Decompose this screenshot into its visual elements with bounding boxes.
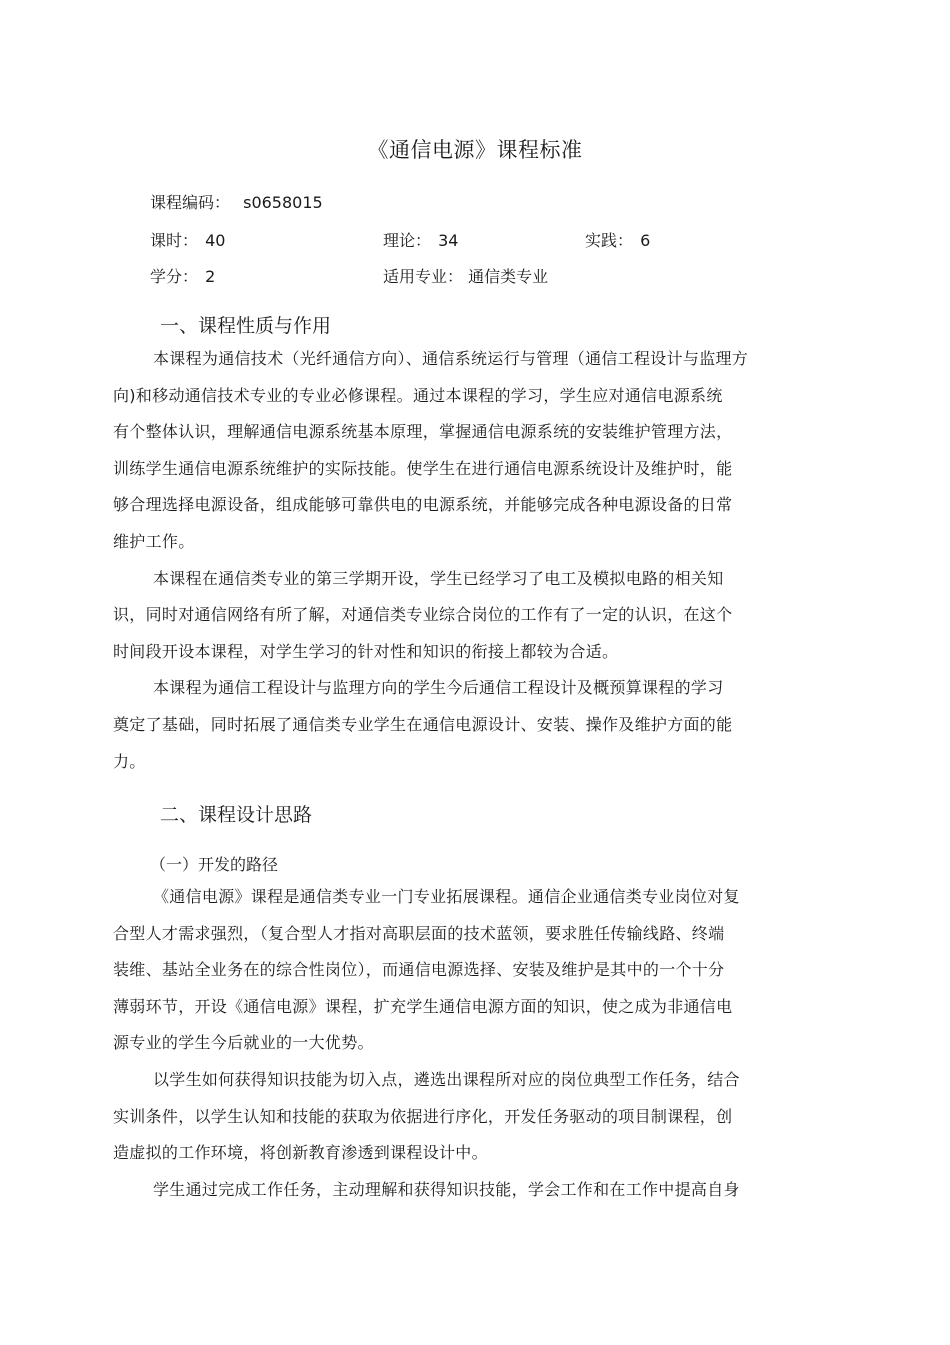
paragraph-line: 合型人才需求强烈，（复合型人才指对高职层面的技术蓝领，要求胜任传输线路、终端: [113, 923, 725, 943]
paragraph-line: 薄弱环节，开设《通信电源》课程，扩充学生通信电源方面的知识，使之成为非通信电: [113, 996, 733, 1016]
paragraph-line: 《通信电源》课程是通信类专业一门专业拓展课程。通信企业通信类专业岗位对复: [153, 887, 740, 906]
paragraph-line: 力。: [113, 751, 146, 771]
paragraph-line: 奠定了基础，同时拓展了通信类专业学生在通信电源设计、安装、操作及维护方面的能: [113, 714, 733, 734]
course-code-value: s0658015: [243, 193, 323, 212]
paragraph-line: 实训条件，以学生认知和技能的获取为依据进行序化，开发任务驱动的项目制课程，创: [113, 1106, 733, 1126]
course-hours-label: 课时：: [150, 231, 199, 250]
theory-hours: [383, 228, 458, 251]
document-title: 《通信电源》课程标准: [367, 138, 583, 162]
paragraph-line: 本课程在通信类专业的第三学期开设，学生已经学习了电工及模拟电路的相关知: [153, 568, 724, 588]
paragraph-line: 够合理选择电源设备，组成能够可靠供电的电源系统，并能够完成各种电源设备的日常: [113, 495, 733, 515]
paragraph-line: 有个整体认识，理解通信电源系统基本原理，掌握通信电源系统的安装维护管理方法，: [113, 422, 733, 442]
course-credit: [150, 264, 215, 287]
paragraph-line: 造虚拟的工作环境，将创新教育渗透到课程设计中。: [113, 1143, 488, 1163]
section-heading-design: 二、课程设计思路: [160, 804, 313, 826]
course-code-label: 课程编码：: [150, 193, 231, 212]
practice-hours-label: 实践：: [585, 231, 634, 250]
theory-hours-value: 34: [438, 231, 459, 250]
paragraph-line: 向)和移动通信技术专业的专业必修课程。通过本课程的学习，学生应对通信电源系统: [113, 385, 723, 405]
paragraph-line: 学生通过完成工作任务，主动理解和获得知识技能，学会工作和在工作中提高自身: [153, 1179, 740, 1199]
paragraph-line: 以学生如何获得知识技能为切入点，遴选出课程所对应的岗位典型工作任务，结合: [153, 1069, 740, 1089]
paragraph-line: 源专业的学生今后就业的一大优势。: [113, 1033, 374, 1053]
applicable-major: [383, 264, 548, 287]
course-credit-label: 学分：: [150, 267, 199, 286]
theory-hours-label: 理论：: [383, 231, 432, 250]
paragraph-line: 训练学生通信电源系统维护的实际技能。使学生在进行通信电源系统设计及维护时，能: [113, 458, 733, 478]
subsection-heading-path: （一）开发的路径: [150, 855, 279, 874]
section-heading-nature: 一、课程性质与作用: [160, 315, 332, 337]
course-code: [150, 190, 323, 213]
course-hours-value: 40: [205, 231, 226, 250]
paragraph-line: 本课程为通信工程设计与监理方向的学生今后通信工程设计及概预算课程的学习: [153, 678, 724, 698]
course-credit-value: 2: [205, 267, 216, 286]
paragraph: [113, 879, 853, 1208]
practice-hours: [585, 228, 650, 251]
paragraph: [113, 341, 853, 780]
paragraph-line: 识，同时对通信网络有所了解，对通信类专业综合岗位的工作有了一定的认识，在这个: [113, 605, 733, 625]
paragraph-line: 维护工作。: [113, 531, 195, 551]
applicable-major-label: 适用专业：: [383, 267, 464, 286]
paragraph-line: 时间段开设本课程，对学生学习的针对性和知识的衔接上都较为合适。: [113, 641, 619, 661]
course-hours: [150, 228, 225, 251]
applicable-major-value: 通信类专业: [468, 267, 549, 286]
paragraph-line: 装维、基站全业务在的综合性岗位），而通信电源选择、安装及维护是其中的一个十分: [113, 960, 725, 980]
practice-hours-value: 6: [640, 231, 651, 250]
paragraph-line: 本课程为通信技术（光纤通信方向）、通信系统运行与管理（通信工程设计与监理方: [153, 349, 749, 368]
